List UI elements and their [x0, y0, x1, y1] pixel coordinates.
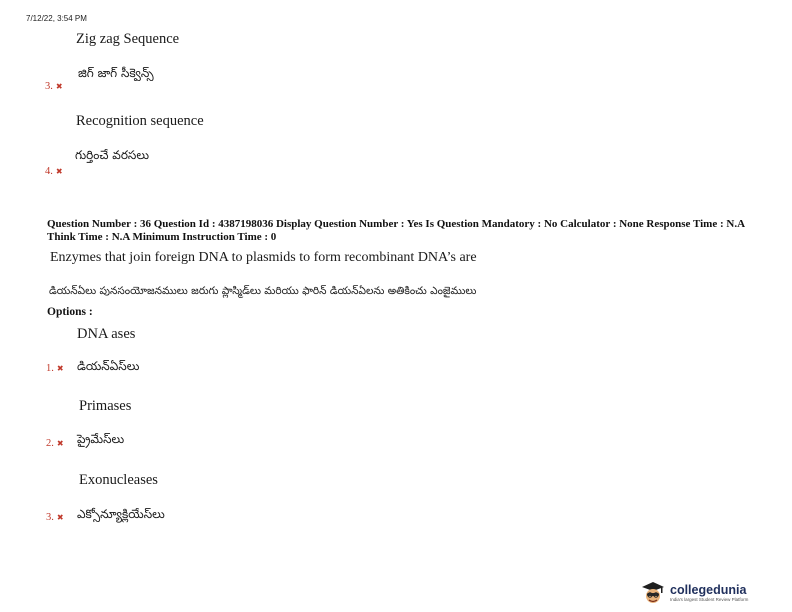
option-text-en: Recognition sequence	[76, 113, 204, 129]
option-number	[45, 166, 63, 177]
wrong-mark-icon: ✖	[55, 167, 63, 176]
option-text-te: డియన్ఏస్‌లు	[77, 359, 140, 373]
wrong-mark-icon: ✖	[56, 513, 64, 522]
option-text-te: గుర్తించే వరసలు	[75, 148, 150, 162]
option-number	[46, 438, 64, 449]
wrong-mark-icon: ✖	[56, 364, 64, 373]
question-text-en: Enzymes that join foreign DNA to plasmids to form recombinant DNA’s are	[50, 250, 477, 265]
logo-tagline: India's largest Student Review Platform	[670, 596, 749, 602]
options-label: Options :	[47, 306, 93, 318]
option-text-en: Zig zag Sequence	[76, 31, 180, 47]
option-number-label: 1.	[46, 363, 54, 374]
logo-name: collegedunia	[670, 582, 747, 597]
option-number	[46, 512, 64, 523]
wrong-mark-icon: ✖	[56, 439, 64, 448]
option-text-en: Primases	[79, 398, 132, 414]
option-text-en: DNA ases	[77, 326, 136, 342]
question-meta: Question Number : 36 Question Id : 4387198036 Display Question Number : Yes Is Question Mandatory : No Calculator : None Response Time : N.A Think Time : N.A Minimum Instruction Time : 0	[47, 218, 745, 243]
option-number	[46, 363, 64, 374]
option-number-label: 4.	[45, 166, 53, 177]
option-text-te: ప్రైమేస్‌లు	[77, 432, 125, 446]
graduate-mascot-icon	[640, 580, 666, 606]
print-timestamp: 7/12/22, 3:54 PM	[26, 14, 87, 23]
option-text-te: జిగ్ జాగ్ సీక్వెన్స్	[78, 66, 154, 80]
option-text-en: Exonucleases	[79, 472, 158, 488]
option-number	[45, 81, 63, 92]
option-number-label: 2.	[46, 438, 54, 449]
option-number-label: 3.	[46, 512, 54, 523]
question-text-te: డియన్ఏలు పునసంయోజనములు జరుగు ప్లాస్మిడ్‌లు మరియు ఫారిన్ డియన్ఏలను అతికించు ఎంజైములు	[49, 285, 477, 297]
wrong-mark-icon: ✖	[55, 82, 63, 91]
option-text-te: ఎక్సోన్యూక్లియేస్‌లు	[77, 507, 165, 521]
option-number-label: 3.	[45, 81, 53, 92]
collegedunia-logo	[640, 580, 748, 606]
